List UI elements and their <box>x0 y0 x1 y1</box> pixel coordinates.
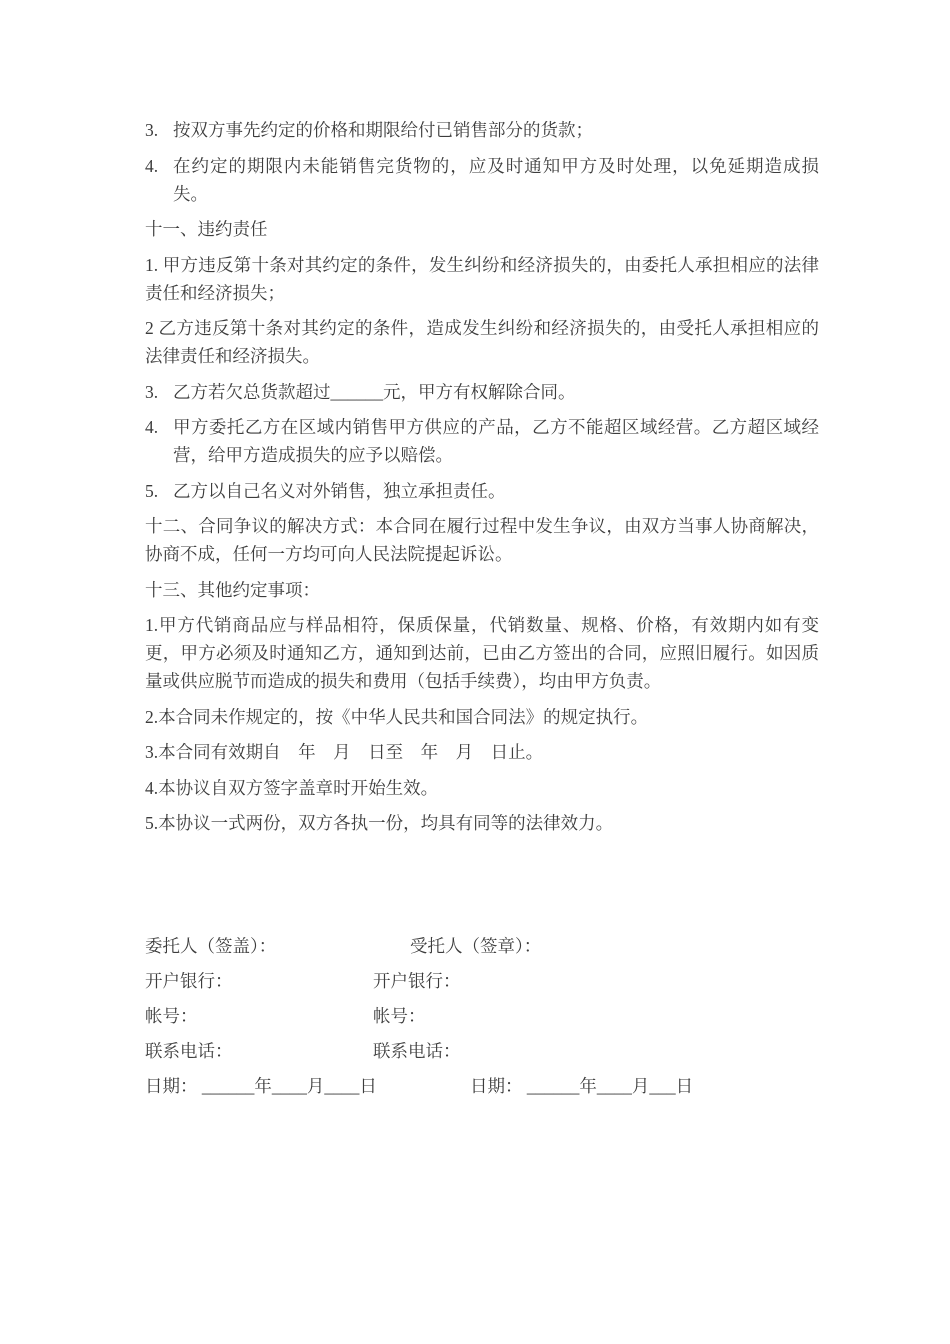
list-item <box>145 378 819 406</box>
section-13-para-1: 1.甲方代销商品应与样品相符，保质保量，代销数量、规格、价格，有效期内如有变更，甲方必须及时通知乙方，通知到达前，已由乙方签出的合同，应照旧履行。如因质量或供应脱节而造成的损失和费用（包括手续费），均由甲方负责。 <box>145 615 819 691</box>
section-13-para-4: 4.本协议自双方签字盖章时开始生效。 <box>145 777 439 798</box>
trustee-phone-label: 联系电话： <box>373 1041 461 1061</box>
list-item-text: 乙方以自己名义对外销售，独立承担责任。 <box>173 480 506 501</box>
principal-phone-label: 联系电话： <box>145 1041 233 1061</box>
list-item <box>145 413 819 469</box>
principal-date-label: 日期： ______年____月____日 <box>145 1076 377 1096</box>
list-item-text: 在约定的期限内未能销售完货物的，应及时通知甲方及时处理，以免延期造成损失。 <box>173 155 819 204</box>
principal-account-label: 帐号： <box>145 1006 198 1026</box>
section-11-para-2: 2 乙方违反第十条对其约定的条件，造成发生纠纷和经济损失的，由受托人承担相应的法律责任和经济损失。 <box>145 318 819 366</box>
section-11-heading: 十一、违约责任 <box>145 219 268 239</box>
list-item <box>145 116 819 144</box>
section-12-para: 十二、合同争议的解决方式：本合同在履行过程中发生争议，由双方当事人协商解决，协商不成，任何一方均可向人民法院提起诉讼。 <box>145 516 819 564</box>
signature-block <box>145 932 819 1100</box>
trustee-account-label: 帐号： <box>373 1006 426 1026</box>
list-item-number: 3. <box>145 381 159 402</box>
list-item-number: 4. <box>145 155 159 176</box>
list-item <box>145 152 819 208</box>
section-13-para-3: 3.本合同有效期自 年 月 日至 年 月 日止。 <box>145 742 544 762</box>
trustee-bank-label: 开户银行： <box>373 971 461 991</box>
signature-row-parties <box>145 932 819 960</box>
section-13-para-2: 2.本合同未作规定的，按《中华人民共和国合同法》的规定执行。 <box>145 706 649 727</box>
principal-bank-label: 开户银行： <box>145 971 233 991</box>
signature-row-date <box>145 1072 819 1100</box>
section-13-para-5: 5.本协议一式两份，双方各执一份，均具有同等的法律效力。 <box>145 813 614 833</box>
document-content <box>145 116 819 1107</box>
trustee-signature-label: 受托人（签章）： <box>410 936 542 956</box>
list-item-number: 4. <box>145 417 159 437</box>
trustee-date-label: 日期： ______年____月___日 <box>470 1076 694 1096</box>
principal-signature-label: 委托人（签盖）： <box>145 936 277 956</box>
section-13-heading: 十三、其他约定事项： <box>145 579 320 600</box>
section-11-para-1: 1. 甲方违反第十条对其约定的条件，发生纠纷和经济损失的，由委托人承担相应的法律责任和经济损失； <box>145 254 819 303</box>
list-item-text: 按双方事先约定的价格和期限给付已销售部分的货款； <box>173 120 593 140</box>
list-item-number: 3. <box>145 120 159 140</box>
list-item <box>145 477 819 505</box>
signature-row-phone <box>145 1037 819 1065</box>
signature-row-account <box>145 1002 819 1030</box>
list-item-text: 甲方委托乙方在区域内销售甲方供应的产品，乙方不能超区域经营。乙方超区域经营，给甲方造成损失的应予以赔偿。 <box>173 417 819 465</box>
list-item-number: 5. <box>145 480 159 501</box>
list-item-text: 乙方若欠总货款超过______元，甲方有权解除合同。 <box>173 381 576 402</box>
signature-row-bank <box>145 967 819 995</box>
